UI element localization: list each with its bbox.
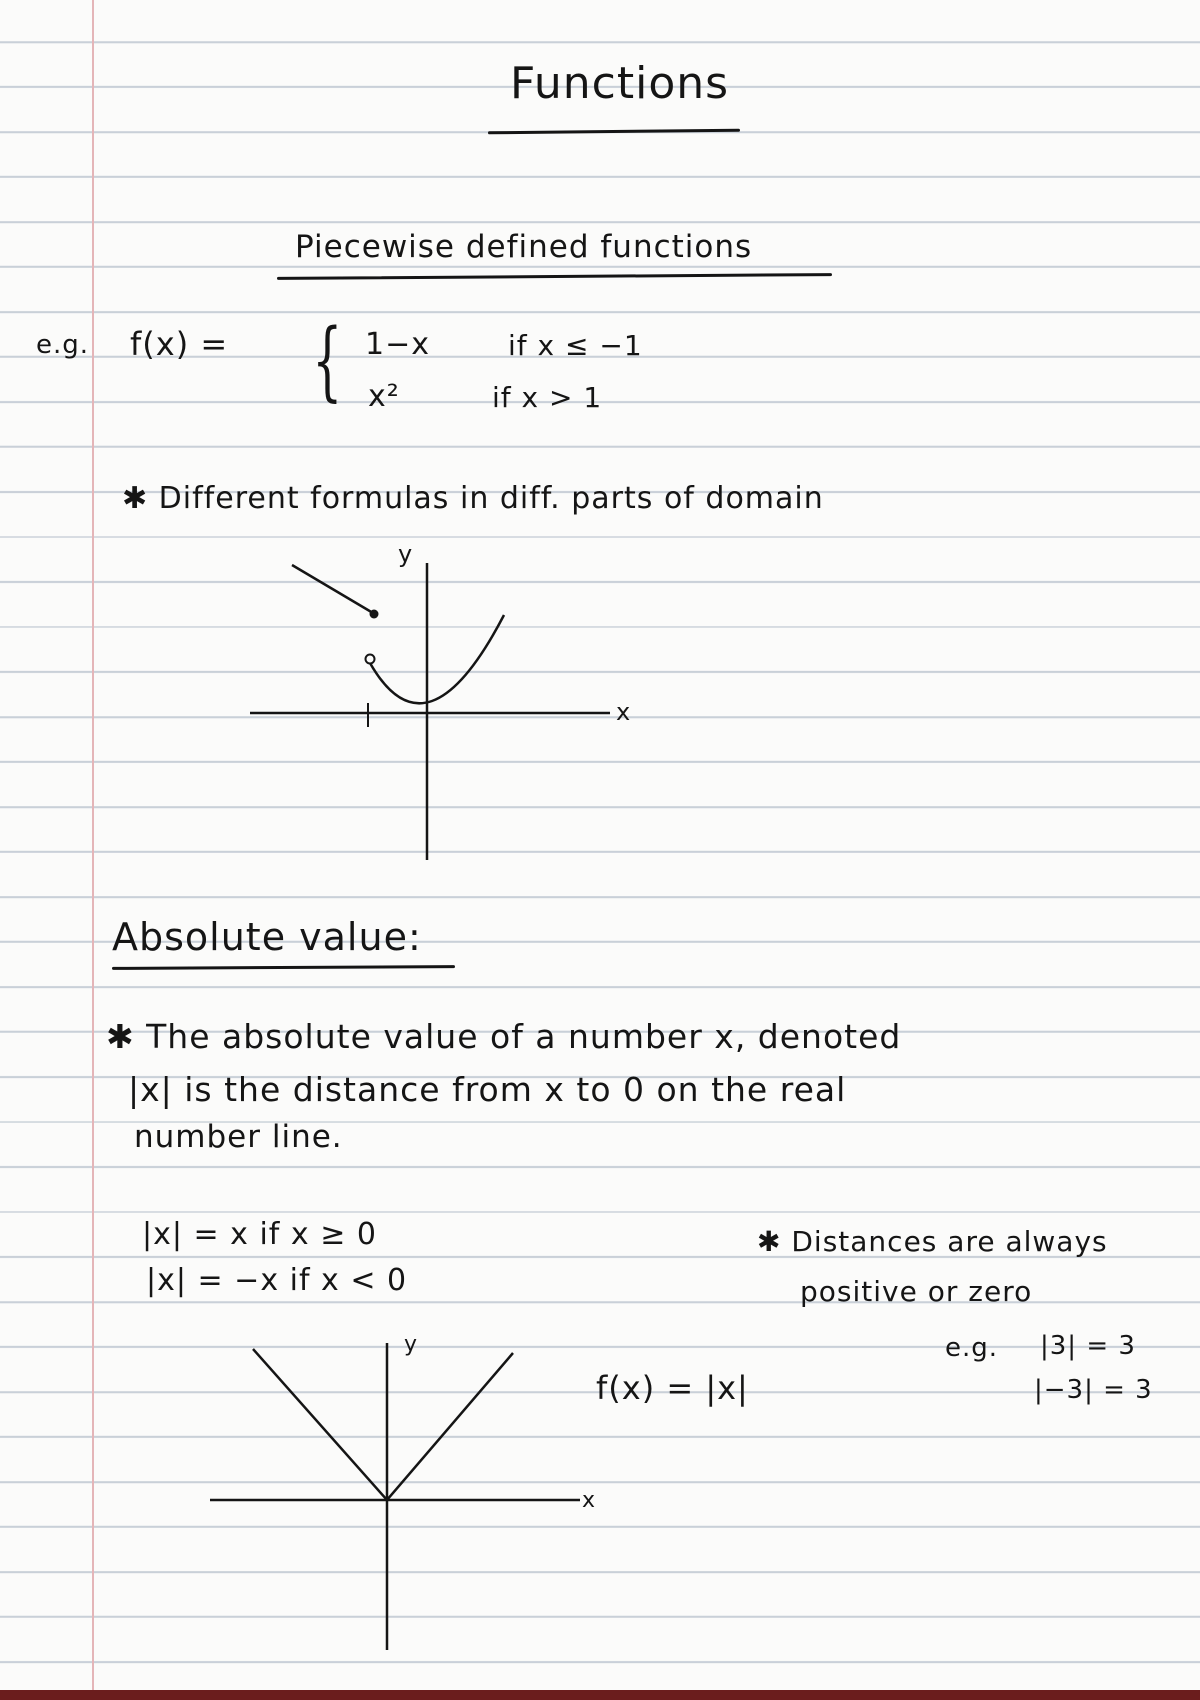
abs-example-2: |−3| = 3 — [1034, 1375, 1153, 1405]
abs-rule-2: |x| = −x if x < 0 — [146, 1263, 408, 1298]
graph2-x-label: x — [582, 1488, 597, 1513]
page-bottom-edge — [0, 1690, 1200, 1700]
section-heading-piecewise: Piecewise defined functions — [295, 229, 753, 265]
case2-condition: if x > 1 — [492, 381, 603, 414]
definition-line-2: |x| is the distance from x to 0 on the real — [128, 1070, 847, 1109]
piecewise-graph — [240, 545, 650, 865]
section-heading-underline — [277, 273, 832, 280]
piecewise-note: ✱ Different formulas in diff. parts of domain — [122, 481, 824, 516]
graph1-y-label: y — [398, 540, 414, 568]
parabola-x-squared — [370, 615, 504, 703]
abs-example-1: |3| = 3 — [1040, 1331, 1136, 1361]
definition-line-1: ✱ The absolute value of a number x, denoted — [106, 1017, 902, 1056]
graph2-y-label: y — [404, 1332, 419, 1357]
piecewise-brace: { — [312, 311, 343, 411]
title-underline — [488, 129, 740, 135]
absolute-value-graph — [205, 1332, 605, 1655]
distance-note-line-1: ✱ Distances are always — [757, 1225, 1108, 1258]
absolute-value-underline — [112, 965, 455, 970]
abs-example-label: e.g. — [945, 1333, 999, 1363]
margin-line — [92, 0, 94, 1700]
distance-note-line-2: positive or zero — [800, 1275, 1033, 1308]
definition-line-3: number line. — [134, 1119, 343, 1155]
function-lhs: f(x) = — [130, 325, 229, 363]
section-heading-absolute-value: Absolute value: — [112, 915, 422, 959]
example-label: e.g. — [36, 330, 90, 360]
closed-endpoint — [370, 610, 379, 619]
case1-expression: 1−x — [365, 327, 430, 362]
abs-v-shape — [253, 1349, 513, 1500]
abs-rule-1: |x| = x if x ≥ 0 — [142, 1217, 377, 1252]
page-title: Functions — [510, 58, 730, 109]
graph2-function-label: f(x) = |x| — [596, 1369, 749, 1407]
open-endpoint — [366, 655, 375, 664]
line-segment-1-minus-x — [292, 565, 373, 613]
case2-expression: x² — [368, 379, 400, 414]
graph1-x-label: x — [616, 698, 632, 726]
case1-condition: if x ≤ −1 — [508, 329, 643, 362]
